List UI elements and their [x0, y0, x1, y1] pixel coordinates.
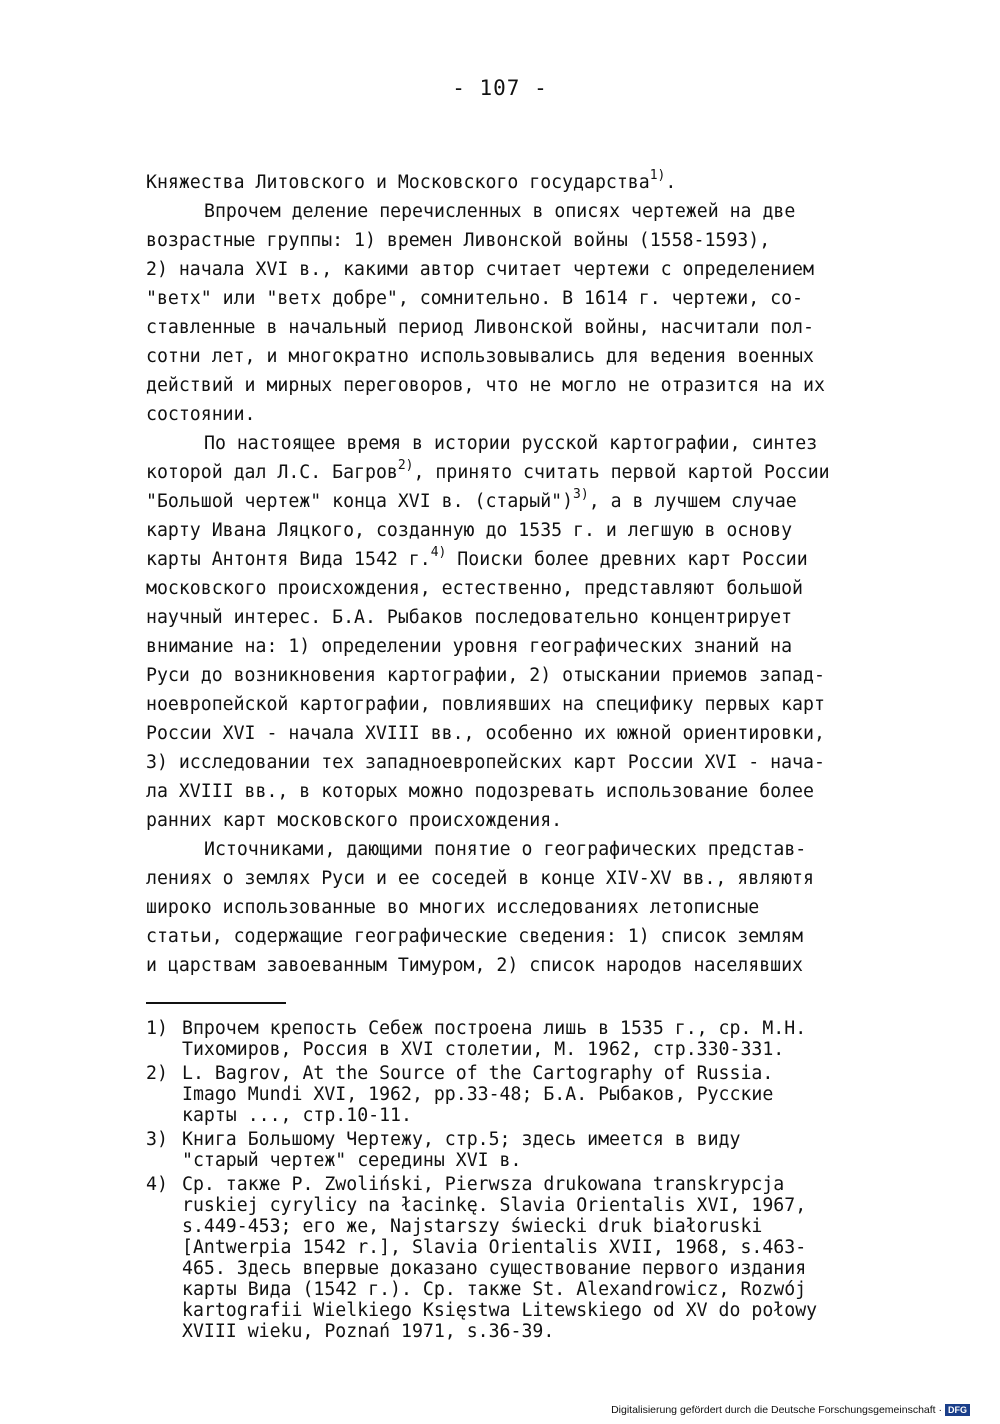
body-text	[146, 168, 876, 980]
body-line	[146, 168, 876, 197]
footnote-number: 3)	[146, 1129, 168, 1150]
body-line	[146, 284, 876, 313]
footnote-number: 1)	[146, 1018, 168, 1039]
body-line-text-after: , а в лучшем случае	[588, 491, 797, 512]
footnote-ref: 1)	[649, 168, 666, 183]
body-line-text: лениях о землях Руси и ее соседей в конце XIV-XV вв., являютя	[146, 868, 814, 889]
body-line-text: состоянии.	[146, 404, 256, 425]
body-line-text: России XVI - начала XVIII вв., особенно их южной ориентировки,	[146, 723, 825, 744]
footnote-line: kartografii Wielkiego Księstwa Litewskiego od XV do połowy	[182, 1300, 818, 1321]
body-line	[146, 313, 876, 342]
body-line-text: "Большой чертеж" конца XVI в. (старый")	[146, 491, 574, 512]
footnote-ref: 2)	[397, 458, 414, 473]
footnote-number: 4)	[146, 1174, 168, 1195]
body-line	[146, 719, 876, 748]
body-line	[146, 226, 876, 255]
footnote	[146, 1018, 886, 1060]
footnote-ref: 4)	[430, 545, 447, 560]
body-line	[146, 777, 876, 806]
body-line-text: московского происхождения, естественно, представляют большой	[146, 578, 803, 599]
body-line	[146, 748, 876, 777]
body-line	[146, 371, 876, 400]
body-line	[146, 690, 876, 719]
body-line	[146, 197, 876, 226]
body-line	[146, 487, 876, 516]
body-line	[146, 661, 876, 690]
body-line-text: и царствам завоеванным Тимуром, 2) список народов населявших	[146, 955, 803, 976]
body-line-text: внимание на: 1) определении уровня географических знаний на	[146, 636, 793, 657]
body-line-text: возрастные группы: 1) времен Ливонской войны (1558-1593),	[146, 230, 771, 251]
footnote	[146, 1129, 886, 1171]
body-line-text: карту Ивана Ляцкого, созданную до 1535 г. и легшую в основу	[146, 520, 793, 541]
credit-text: Digitalisierung gefördert durch die Deutsche Forschungsgemeinschaft ·	[611, 1404, 942, 1416]
footnote-line: "старый чертеж" середины XVI в.	[182, 1150, 522, 1171]
body-line-text: ставленные в начальный период Ливонской войны, насчитали пол-	[146, 317, 814, 338]
footnote-line: 465. Здесь впервые доказано существование первого издания	[182, 1258, 807, 1279]
body-line-text: широко использованные во многих исследованиях летописные	[146, 897, 760, 918]
body-line	[146, 632, 876, 661]
body-line	[146, 806, 876, 835]
footnote	[146, 1174, 886, 1342]
body-line-text: карты Антонтя Вида 1542 г.	[146, 549, 431, 570]
body-line-text-after: .	[665, 172, 677, 193]
body-line-text: ла XVIII вв., в которых можно подозревать использование более	[146, 781, 814, 802]
body-line-text: Руси до возникновения картографии, 2) отыскании приемов запад-	[146, 665, 825, 686]
body-line	[146, 893, 876, 922]
body-line	[146, 864, 876, 893]
body-line-text: 2) начала XVI в., какими автор считает чертежи с определением	[146, 259, 814, 280]
body-line	[146, 603, 876, 632]
body-line-text: ранних карт московского происхождения.	[146, 810, 563, 831]
page-number: - 107 -	[452, 76, 548, 100]
body-line-text: По настоящее время в истории русской картографии, синтез	[204, 433, 818, 454]
body-line	[146, 574, 876, 603]
footnote-line: L. Bagrov, At the Source of the Cartography of Russia.	[182, 1063, 774, 1084]
footnote-line: карты Вида (1542 г.). Ср. также St. Alexandrowicz, Rozwój	[182, 1279, 807, 1300]
footnote-ref: 3)	[573, 487, 589, 502]
digitization-credit	[611, 1404, 970, 1416]
footnote-line: карты ..., стр.10-11.	[182, 1105, 412, 1126]
footnote-line: XVIII wieku, Poznań 1971, s.36-39.	[182, 1321, 555, 1342]
footnote-line: Впрочем крепость Себеж построена лишь в 1535 г., ср. М.Н.	[182, 1018, 807, 1039]
body-line	[146, 545, 876, 574]
body-line-text-after: , принято считать первой картой России	[413, 462, 830, 483]
footnote-line: Тихомиров, Россия в XVI столетии, М. 1962, стр.330-331.	[182, 1039, 785, 1060]
dfg-logo: DFG	[945, 1404, 970, 1416]
footnote-line: Imago Mundi XVI, 1962, pp.33-48; Б.А. Рыбаков, Русские	[182, 1084, 774, 1105]
body-line-text: ноевропейской картографии, повлиявших на специфику первых карт	[146, 694, 825, 715]
footnote-line: ruskiej cyrylicy na łacinkę. Slavia Orientalis XVI, 1967,	[182, 1195, 807, 1216]
body-line-text-after: Поиски более древних карт России	[446, 549, 808, 570]
body-line	[146, 400, 876, 429]
footnote-line: s.449-453; его же, Najstarszy świecki druk białoruski	[182, 1216, 763, 1237]
footnote-separator	[146, 1002, 286, 1004]
body-line	[146, 255, 876, 284]
footnote-number: 2)	[146, 1063, 168, 1084]
body-line	[146, 516, 876, 545]
body-line-text: научный интерес. Б.А. Рыбаков последовательно концентрирует	[146, 607, 793, 628]
body-line	[146, 342, 876, 371]
body-line-text: которой дал Л.С. Багров	[146, 462, 398, 483]
footnote-line: Книга Большому Чертежу, стр.5; здесь имеется в виду	[182, 1129, 741, 1150]
footnotes	[146, 1018, 886, 1345]
body-line-text: 3) исследовании тех западноевропейских карт России XVI - нача-	[146, 752, 825, 773]
body-line-text: "ветх" или "ветх добре", сомнительно. В 1614 г. чертежи, со-	[146, 288, 803, 309]
footnote-line: [Antwerpia 1542 r.], Slavia Orientalis XVII, 1968, s.463-	[182, 1237, 807, 1258]
body-line	[146, 922, 876, 951]
body-line	[146, 458, 876, 487]
body-line	[146, 429, 876, 458]
body-line	[146, 835, 876, 864]
footnote-line: Ср. также P. Zwoliński, Pierwsza drukowana transkrypcja	[182, 1174, 785, 1195]
body-line-text: действий и мирных переговоров, что не могло не отразится на их	[146, 375, 825, 396]
body-line-text: Источниками, дающими понятие о географических представ-	[204, 839, 807, 860]
body-line-text: сотни лет, и многократно использовывались для ведения военных	[146, 346, 814, 367]
body-line	[146, 951, 876, 980]
body-line-text: статьи, содержащие географические сведения: 1) список землям	[146, 926, 803, 947]
body-line-text: Княжества Литовского и Московского государства	[146, 172, 650, 193]
body-line-text: Впрочем деление перечисленных в описях чертежей на две	[204, 201, 796, 222]
footnote	[146, 1063, 886, 1126]
